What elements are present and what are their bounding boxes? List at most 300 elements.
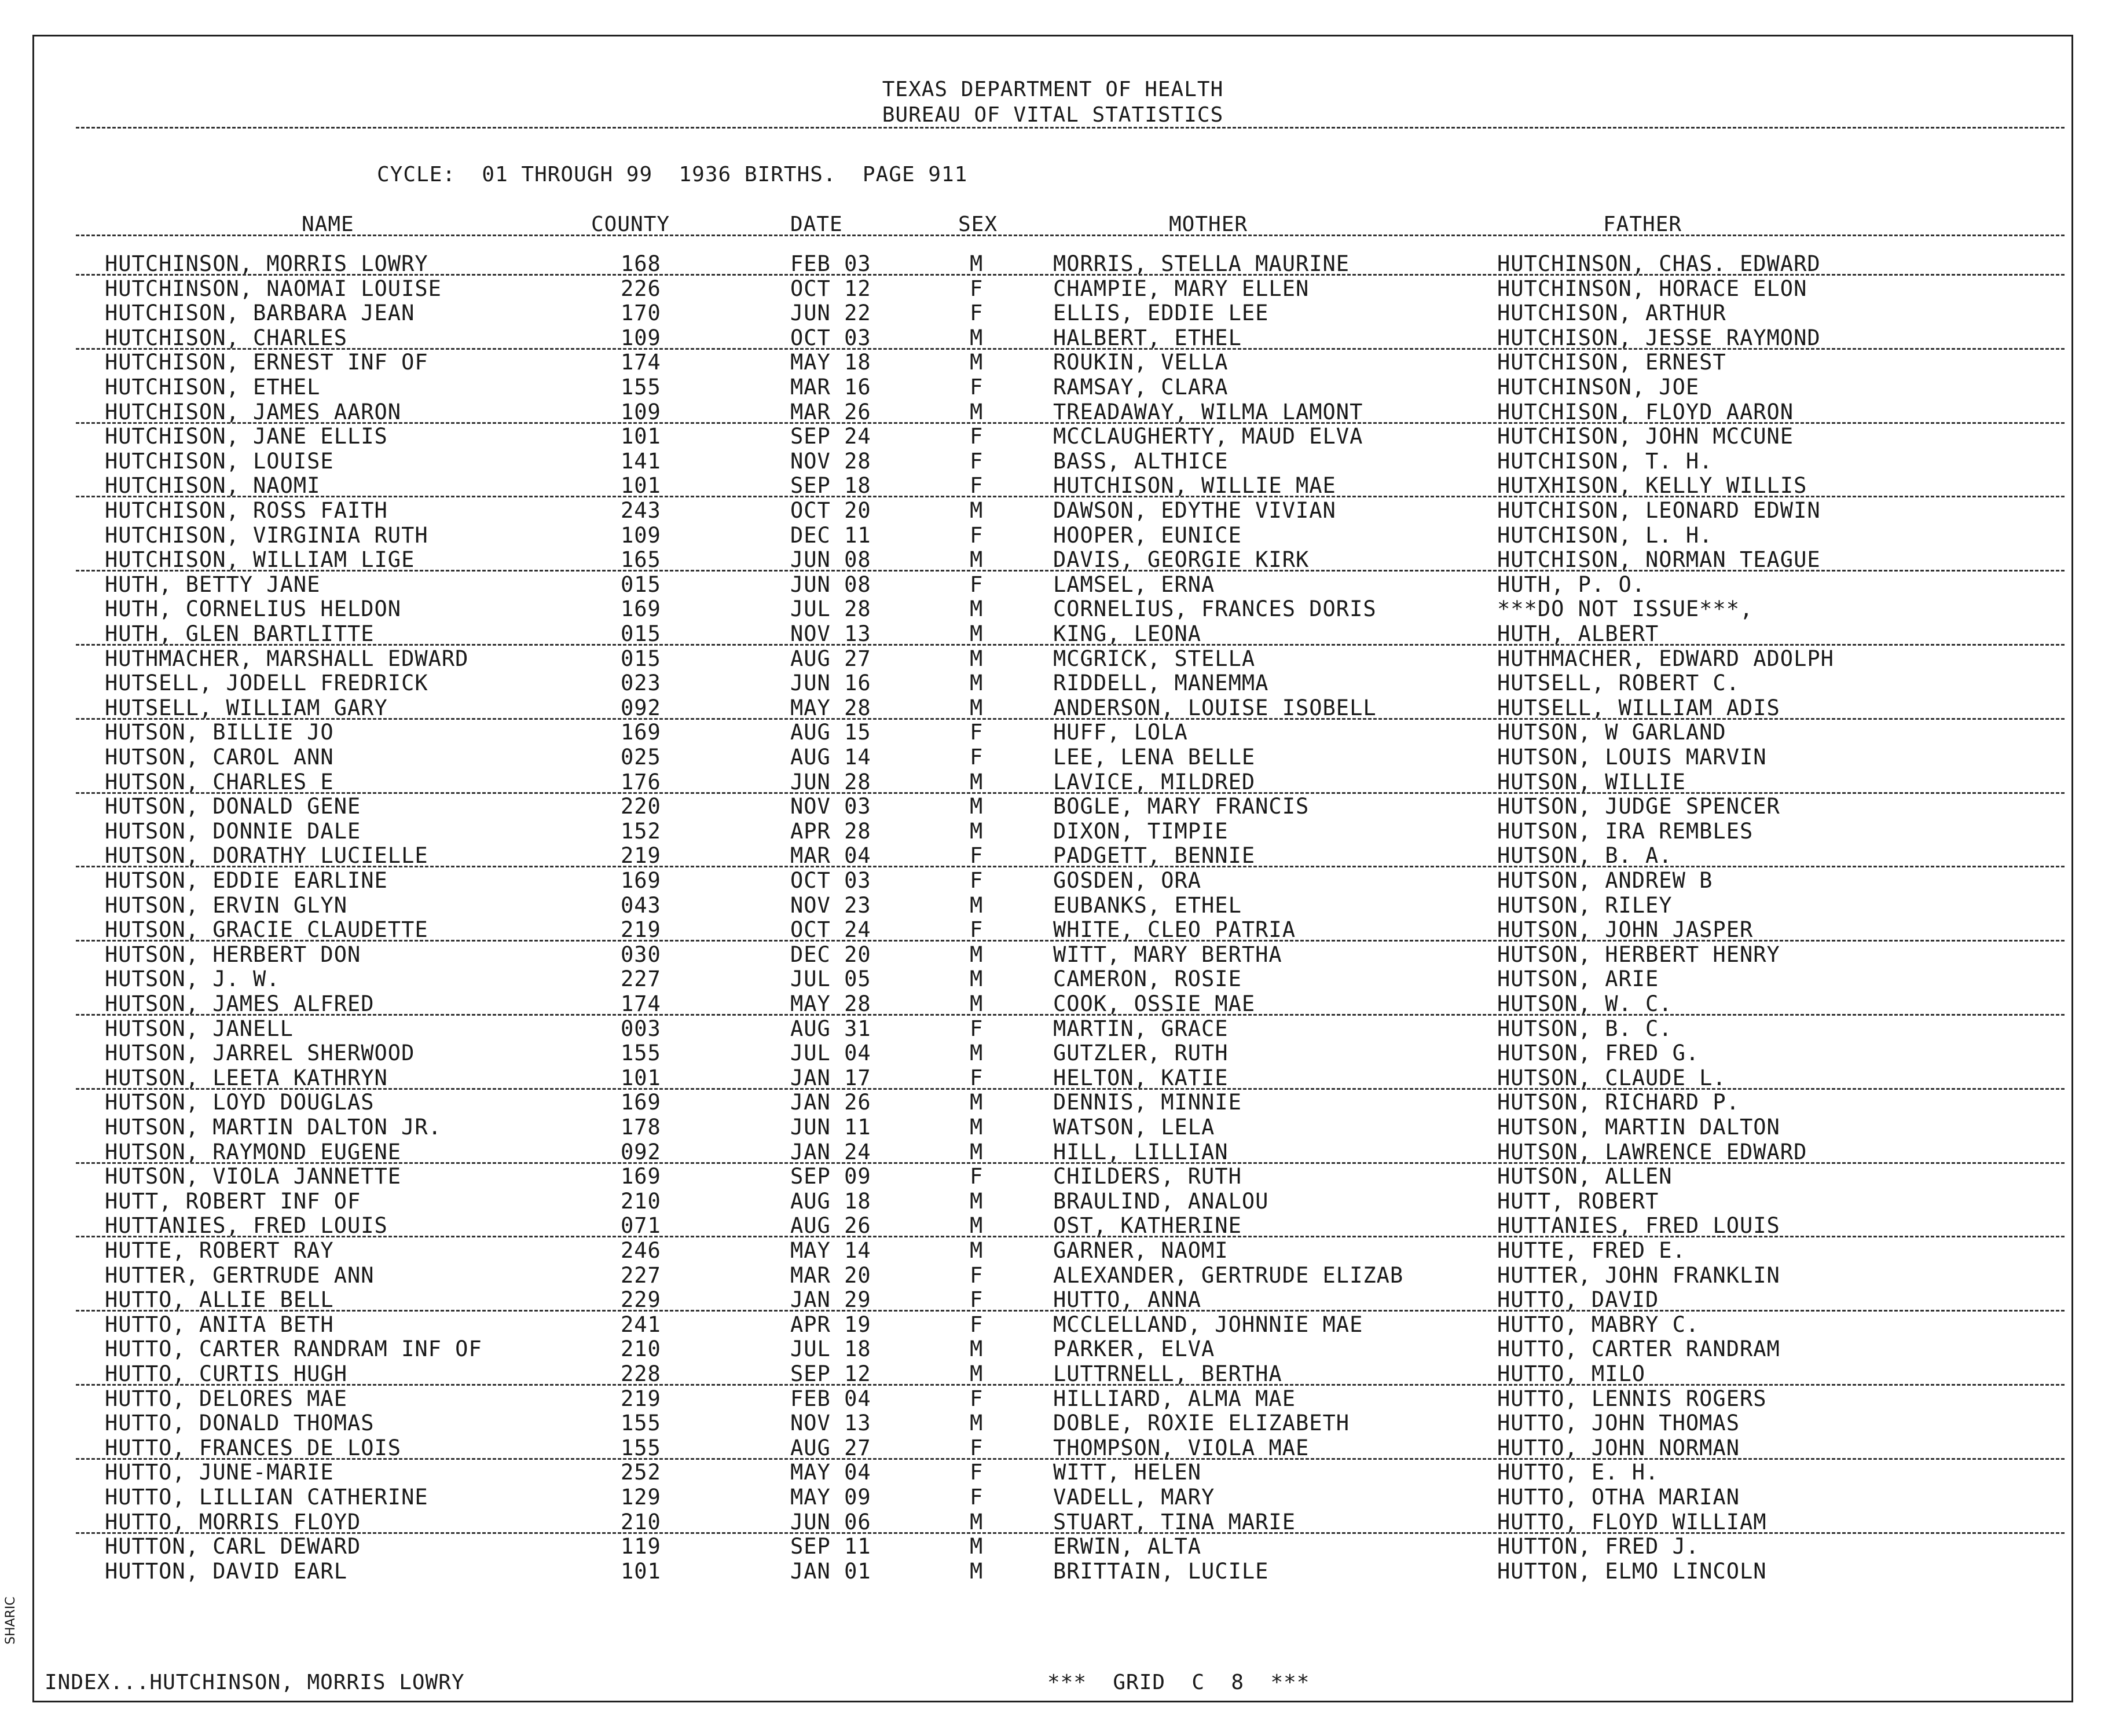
record-sex: M (970, 1041, 984, 1066)
record-row (34, 548, 2071, 572)
record-mother: MORRIS, STELLA MAURINE (1053, 251, 1350, 276)
record-row (34, 1214, 2071, 1238)
record-county: 101 (621, 473, 661, 499)
record-county: 228 (621, 1361, 661, 1386)
record-date: NOV 13 (790, 621, 871, 646)
record-row (34, 350, 2071, 375)
record-mother: BRAULIND, ANALOU (1053, 1188, 1269, 1214)
record-sex: M (970, 1336, 984, 1362)
record-name: HUTSON, EDDIE EARLINE (105, 868, 388, 893)
record-name: HUTHMACHER, MARSHALL EDWARD (105, 646, 469, 671)
record-mother: HALBERT, ETHEL (1053, 325, 1242, 350)
record-row (34, 844, 2071, 868)
record-father: HUTSON, ARIE (1497, 966, 1659, 992)
record-mother: EUBANKS, ETHEL (1053, 892, 1242, 918)
cycle-line: CYCLE: 01 THROUGH 99 1936 BIRTHS. PAGE 911 (377, 163, 968, 186)
record-sex: F (970, 1460, 984, 1485)
record-name: HUTCHINSON, MORRIS LOWRY (105, 251, 428, 276)
record-father: ***DO NOT ISSUE***, (1497, 596, 1754, 622)
record-father: HUTH, P. O. (1497, 572, 1646, 597)
record-row (34, 893, 2071, 918)
column-header-sex: SEX (958, 213, 998, 236)
record-row (34, 499, 2071, 523)
record-mother: CORNELIUS, FRANCES DORIS (1053, 596, 1377, 622)
record-county: 101 (621, 1065, 661, 1090)
record-name: HUTSON, JARREL SHERWOOD (105, 1041, 415, 1066)
record-father: HUTSON, FRED G. (1497, 1041, 1700, 1066)
record-county: 229 (621, 1287, 661, 1313)
record-row (34, 1313, 2071, 1337)
record-mother: MCCLAUGHERTY, MAUD ELVA (1053, 424, 1363, 449)
record-name: HUTSON, GRACIE CLAUDETTE (105, 917, 428, 943)
record-row (34, 647, 2071, 671)
record-date: JUL 18 (790, 1336, 871, 1362)
record-name: HUTCHISON, WILLIAM LIGE (105, 547, 415, 573)
record-name: HUTSON, LOYD DOUGLAS (105, 1090, 375, 1115)
record-name: HUTSON, ERVIN GLYN (105, 892, 347, 918)
record-father: HUTCHINSON, CHAS. EDWARD (1497, 251, 1821, 276)
record-sex: F (970, 424, 984, 449)
record-date: FEB 03 (790, 251, 871, 276)
record-date: OCT 03 (790, 325, 871, 350)
record-father: HUTTANIES, FRED LOUIS (1497, 1213, 1780, 1239)
record-county: 220 (621, 794, 661, 819)
record-row (34, 696, 2071, 720)
record-mother: WITT, MARY BERTHA (1053, 942, 1282, 967)
record-county: 152 (621, 818, 661, 844)
record-sex: F (970, 572, 984, 597)
record-name: HUTTO, MORRIS FLOYD (105, 1509, 361, 1534)
record-father: HUTSON, HERBERT HENRY (1497, 942, 1780, 967)
record-sex: F (970, 1164, 984, 1189)
record-date: DEC 20 (790, 942, 871, 967)
record-row (34, 252, 2071, 276)
row-separator (76, 1162, 2065, 1164)
record-father: HUTSON, B. C. (1497, 1016, 1673, 1041)
record-county: 015 (621, 621, 661, 646)
record-row (34, 1559, 2071, 1584)
record-name: HUTH, GLEN BARTLITTE (105, 621, 375, 646)
record-row (34, 1239, 2071, 1263)
record-county: 003 (621, 1016, 661, 1041)
record-date: OCT 20 (790, 498, 871, 523)
record-name: HUTCHISON, VIRGINIA RUTH (105, 522, 428, 548)
record-county: 119 (621, 1534, 661, 1559)
record-mother: RIDDELL, MANEMMA (1053, 671, 1269, 696)
record-name: HUTSELL, JODELL FREDRICK (105, 671, 428, 696)
record-date: APR 28 (790, 818, 871, 844)
record-date: JAN 01 (790, 1558, 871, 1584)
record-mother: HUFF, LOLA (1053, 720, 1188, 745)
record-row (34, 449, 2071, 474)
record-sex: M (970, 1558, 984, 1584)
record-mother: LAVICE, MILDRED (1053, 769, 1256, 794)
row-separator (76, 274, 2065, 276)
record-mother: THOMPSON, VIOLA MAE (1053, 1435, 1310, 1460)
record-row (34, 277, 2071, 301)
record-date: AUG 14 (790, 745, 871, 770)
side-label: SHARIC (3, 1596, 18, 1645)
record-sex: M (970, 547, 984, 573)
record-row (34, 1189, 2071, 1214)
record-county: 101 (621, 1558, 661, 1584)
record-sex: F (970, 1065, 984, 1090)
record-name: HUTTANIES, FRED LOUIS (105, 1213, 388, 1239)
record-county: 170 (621, 301, 661, 326)
record-name: HUTTO, CURTIS HUGH (105, 1361, 347, 1386)
record-sex: M (970, 621, 984, 646)
record-county: 219 (621, 1386, 661, 1411)
record-county: 241 (621, 1312, 661, 1337)
record-father: HUTTO, LENNIS ROGERS (1497, 1386, 1767, 1411)
record-mother: BRITTAIN, LUCILE (1053, 1558, 1269, 1584)
record-row (34, 1263, 2071, 1288)
record-name: HUTSON, LEETA KATHRYN (105, 1065, 388, 1090)
record-row (34, 375, 2071, 400)
record-county: 101 (621, 424, 661, 449)
record-row (34, 1337, 2071, 1361)
record-name: HUTSON, MARTIN DALTON JR. (105, 1115, 442, 1140)
record-father: HUTCHISON, T. H. (1497, 448, 1713, 474)
row-separator (76, 1236, 2065, 1237)
record-row (34, 943, 2071, 967)
record-name: HUTSON, DORATHY LUCIELLE (105, 843, 428, 869)
record-sex: F (970, 843, 984, 869)
record-mother: DENNIS, MINNIE (1053, 1090, 1242, 1115)
record-name: HUTSON, RAYMOND EUGENE (105, 1139, 402, 1164)
record-row (34, 1288, 2071, 1312)
record-sex: M (970, 966, 984, 992)
record-mother: HILLIARD, ALMA MAE (1053, 1386, 1296, 1411)
record-sex: F (970, 868, 984, 893)
record-name: HUTTO, LILLIAN CATHERINE (105, 1485, 428, 1510)
record-mother: MARTIN, GRACE (1053, 1016, 1229, 1041)
record-father: HUTCHINSON, JOE (1497, 375, 1700, 400)
record-name: HUTTO, CARTER RANDRAM INF OF (105, 1336, 482, 1362)
record-mother: WHITE, CLEO PATRIA (1053, 917, 1296, 943)
record-name: HUTCHISON, JAMES AARON (105, 399, 402, 424)
record-name: HUTTON, DAVID EARL (105, 1558, 347, 1584)
record-sex: F (970, 745, 984, 770)
record-county: 092 (621, 1139, 661, 1164)
record-row (34, 400, 2071, 424)
record-row (34, 1041, 2071, 1065)
record-row (34, 573, 2071, 597)
record-name: HUTT, ROBERT INF OF (105, 1188, 361, 1214)
record-sex: F (970, 720, 984, 745)
record-date: NOV 13 (790, 1411, 871, 1436)
record-row (34, 597, 2071, 621)
record-mother: VADELL, MARY (1053, 1485, 1215, 1510)
record-sex: F (970, 276, 984, 301)
record-date: APR 19 (790, 1312, 871, 1337)
record-date: JUN 11 (790, 1115, 871, 1140)
record-father: HUTH, ALBERT (1497, 621, 1659, 646)
row-separator (76, 718, 2065, 720)
record-county: 025 (621, 745, 661, 770)
record-name: HUTTO, JUNE-MARIE (105, 1460, 334, 1485)
record-father: HUTCHISON, JOHN MCCUNE (1497, 424, 1794, 449)
record-date: MAR 26 (790, 399, 871, 424)
record-sex: M (970, 1534, 984, 1559)
record-sex: M (970, 818, 984, 844)
record-county: 109 (621, 522, 661, 548)
record-date: JUN 28 (790, 769, 871, 794)
record-father: HUTSON, W. C. (1497, 991, 1673, 1016)
row-separator (76, 1384, 2065, 1386)
record-sex: M (970, 1361, 984, 1386)
record-row (34, 326, 2071, 350)
record-name: HUTTO, ANITA BETH (105, 1312, 334, 1337)
record-sex: M (970, 1411, 984, 1436)
record-mother: STUART, TINA MARIE (1053, 1509, 1296, 1534)
record-mother: WATSON, LELA (1053, 1115, 1215, 1140)
record-date: JUL 04 (790, 1041, 871, 1066)
record-date: AUG 27 (790, 1435, 871, 1460)
record-name: HUTCHINSON, NAOMAI LOUISE (105, 276, 442, 301)
record-row (34, 523, 2071, 548)
record-father: HUTSON, MARTIN DALTON (1497, 1115, 1780, 1140)
record-mother: HOOPER, EUNICE (1053, 522, 1242, 548)
record-mother: LEE, LENA BELLE (1053, 745, 1256, 770)
row-separator (76, 496, 2065, 497)
record-father: HUTTO, JOHN NORMAN (1497, 1435, 1740, 1460)
record-date: AUG 31 (790, 1016, 871, 1041)
record-mother: MCCLELLAND, JOHNNIE MAE (1053, 1312, 1363, 1337)
record-name: HUTSON, JAMES ALFRED (105, 991, 375, 1016)
record-father: HUTTO, DAVID (1497, 1287, 1659, 1313)
record-county: 169 (621, 868, 661, 893)
record-county: 246 (621, 1238, 661, 1263)
record-row (34, 1460, 2071, 1485)
record-mother: ERWIN, ALTA (1053, 1534, 1202, 1559)
record-row (34, 671, 2071, 695)
record-row (34, 1017, 2071, 1041)
record-sex: M (970, 942, 984, 967)
record-row (34, 1164, 2071, 1189)
record-date: NOV 28 (790, 448, 871, 474)
record-father: HUTT, ROBERT (1497, 1188, 1659, 1214)
record-row (34, 1362, 2071, 1386)
record-mother: ROUKIN, VELLA (1053, 350, 1229, 375)
record-county: 169 (621, 596, 661, 622)
record-name: HUTSON, CHARLES E (105, 769, 334, 794)
record-mother: CAMERON, ROSIE (1053, 966, 1242, 992)
record-name: HUTSELL, WILLIAM GARY (105, 695, 388, 720)
row-separator (76, 940, 2065, 942)
record-sex: F (970, 1312, 984, 1337)
record-date: SEP 24 (790, 424, 871, 449)
record-father: HUTSON, W GARLAND (1497, 720, 1726, 745)
record-county: 165 (621, 547, 661, 573)
record-mother: GOSDEN, ORA (1053, 868, 1202, 893)
record-name: HUTCHISON, NAOMI (105, 473, 321, 499)
record-date: JAN 17 (790, 1065, 871, 1090)
record-county: 226 (621, 276, 661, 301)
bureau-title: BUREAU OF VITAL STATISTICS (882, 103, 1224, 127)
record-row (34, 918, 2071, 942)
record-date: MAY 28 (790, 695, 871, 720)
record-name: HUTCHISON, JANE ELLIS (105, 424, 388, 449)
grid-reference: *** GRID C 8 *** (1047, 1671, 1310, 1694)
record-county: 141 (621, 448, 661, 474)
record-date: OCT 12 (790, 276, 871, 301)
record-county: 015 (621, 572, 661, 597)
record-father: HUTTO, FLOYD WILLIAM (1497, 1509, 1767, 1534)
record-date: MAR 20 (790, 1262, 871, 1288)
record-county: 155 (621, 375, 661, 400)
record-sex: F (970, 522, 984, 548)
record-name: HUTSON, DONNIE DALE (105, 818, 361, 844)
record-father: HUTCHISON, FLOYD AARON (1497, 399, 1794, 424)
record-mother: HELTON, KATIE (1053, 1065, 1229, 1090)
record-mother: OST, KATHERINE (1053, 1213, 1242, 1239)
record-mother: TREADAWAY, WILMA LAMONT (1053, 399, 1363, 424)
record-county: 015 (621, 646, 661, 671)
record-county: 043 (621, 892, 661, 918)
record-county: 219 (621, 917, 661, 943)
record-row (34, 819, 2071, 844)
record-mother: HUTTO, ANNA (1053, 1287, 1202, 1313)
record-name: HUTTER, GERTRUDE ANN (105, 1262, 375, 1288)
row-separator (76, 570, 2065, 572)
record-sex: M (970, 399, 984, 424)
record-date: SEP 09 (790, 1164, 871, 1189)
record-sex: M (970, 1115, 984, 1140)
record-date: JAN 29 (790, 1287, 871, 1313)
record-mother: ALEXANDER, GERTRUDE ELIZAB (1053, 1262, 1404, 1288)
record-sex: M (970, 498, 984, 523)
record-name: HUTH, BETTY JANE (105, 572, 321, 597)
record-name: HUTCHISON, LOUISE (105, 448, 334, 474)
record-mother: LAMSEL, ERNA (1053, 572, 1215, 597)
record-sex: F (970, 1016, 984, 1041)
record-father: HUTTO, MILO (1497, 1361, 1646, 1386)
record-name: HUTCHISON, ERNEST INF OF (105, 350, 428, 375)
record-date: AUG 18 (790, 1188, 871, 1214)
record-mother: COOK, OSSIE MAE (1053, 991, 1256, 1016)
record-date: OCT 24 (790, 917, 871, 943)
record-sex: F (970, 448, 984, 474)
record-county: 155 (621, 1435, 661, 1460)
record-sex: F (970, 1262, 984, 1288)
record-date: JUN 08 (790, 572, 871, 597)
record-date: DEC 11 (790, 522, 871, 548)
record-row (34, 1140, 2071, 1164)
record-sex: M (970, 671, 984, 696)
record-county: 252 (621, 1460, 661, 1485)
row-separator (76, 348, 2065, 350)
record-father: HUTSON, JOHN JASPER (1497, 917, 1754, 943)
record-county: 169 (621, 720, 661, 745)
index-line: INDEX...HUTCHINSON, MORRIS LOWRY (45, 1671, 465, 1694)
record-father: HUTSON, LAWRENCE EDWARD (1497, 1139, 1807, 1164)
record-father: HUTSON, B. A. (1497, 843, 1673, 869)
record-mother: PADGETT, BENNIE (1053, 843, 1256, 869)
record-father: HUTSON, RICHARD P. (1497, 1090, 1740, 1115)
record-father: HUTCHISON, ARTHUR (1497, 301, 1726, 326)
record-sex: M (970, 991, 984, 1016)
record-date: JUN 16 (790, 671, 871, 696)
record-sex: M (970, 1090, 984, 1115)
record-date: MAY 18 (790, 350, 871, 375)
column-header-divider (76, 235, 2065, 236)
agency-title: TEXAS DEPARTMENT OF HEALTH (882, 78, 1224, 101)
record-date: OCT 03 (790, 868, 871, 893)
record-father: HUTSON, LOUIS MARVIN (1497, 745, 1767, 770)
record-mother: KING, LEONA (1053, 621, 1202, 646)
record-name: HUTSON, JANELL (105, 1016, 294, 1041)
record-sex: M (970, 596, 984, 622)
record-county: 227 (621, 1262, 661, 1288)
record-name: HUTH, CORNELIUS HELDON (105, 596, 402, 622)
column-header-father: FATHER (1603, 213, 1682, 236)
record-name: HUTCHISON, ETHEL (105, 375, 321, 400)
record-row (34, 720, 2071, 745)
record-county: 174 (621, 350, 661, 375)
record-county: 169 (621, 1164, 661, 1189)
record-row (34, 1411, 2071, 1435)
row-separator (76, 866, 2065, 867)
record-date: MAY 09 (790, 1485, 871, 1510)
record-name: HUTTO, ALLIE BELL (105, 1287, 334, 1313)
record-father: HUTSON, WILLIE (1497, 769, 1686, 794)
record-father: HUTTER, JOHN FRANKLIN (1497, 1262, 1780, 1288)
record-date: JUN 06 (790, 1509, 871, 1534)
record-date: AUG 15 (790, 720, 871, 745)
record-sex: F (970, 1485, 984, 1510)
record-name: HUTSON, BILLIE JO (105, 720, 334, 745)
record-mother: BOGLE, MARY FRANCIS (1053, 794, 1310, 819)
record-mother: BASS, ALTHICE (1053, 448, 1229, 474)
record-mother: ELLIS, EDDIE LEE (1053, 301, 1269, 326)
record-county: 210 (621, 1188, 661, 1214)
record-row (34, 967, 2071, 991)
record-date: MAY 04 (790, 1460, 871, 1485)
record-mother: DAVIS, GEORGIE KIRK (1053, 547, 1310, 573)
record-mother: RAMSAY, CLARA (1053, 375, 1229, 400)
record-county: 109 (621, 399, 661, 424)
record-sex: M (970, 325, 984, 350)
record-county: 210 (621, 1509, 661, 1534)
record-father: HUTCHISON, NORMAN TEAGUE (1497, 547, 1821, 573)
record-county: 109 (621, 325, 661, 350)
record-mother: HILL, LILLIAN (1053, 1139, 1229, 1164)
record-date: SEP 12 (790, 1361, 871, 1386)
record-row (34, 992, 2071, 1016)
record-county: 219 (621, 843, 661, 869)
record-sex: M (970, 646, 984, 671)
record-sex: M (970, 1213, 984, 1239)
record-row (34, 794, 2071, 819)
record-father: HUTTO, MABRY C. (1497, 1312, 1700, 1337)
record-name: HUTTON, CARL DEWARD (105, 1534, 361, 1559)
record-name: HUTCHISON, ROSS FAITH (105, 498, 388, 523)
record-row (34, 1436, 2071, 1460)
record-name: HUTSON, HERBERT DON (105, 942, 361, 967)
record-row (34, 770, 2071, 794)
record-father: HUTSON, ANDREW B (1497, 868, 1713, 893)
record-sex: M (970, 695, 984, 720)
record-mother: GUTZLER, RUTH (1053, 1041, 1229, 1066)
record-father: HUTSON, JUDGE SPENCER (1497, 794, 1780, 819)
record-date: NOV 23 (790, 892, 871, 918)
record-date: JUN 08 (790, 547, 871, 573)
record-father: HUTTON, FRED J. (1497, 1534, 1700, 1559)
record-date: NOV 03 (790, 794, 871, 819)
record-row (34, 474, 2071, 498)
record-sex: M (970, 1188, 984, 1214)
